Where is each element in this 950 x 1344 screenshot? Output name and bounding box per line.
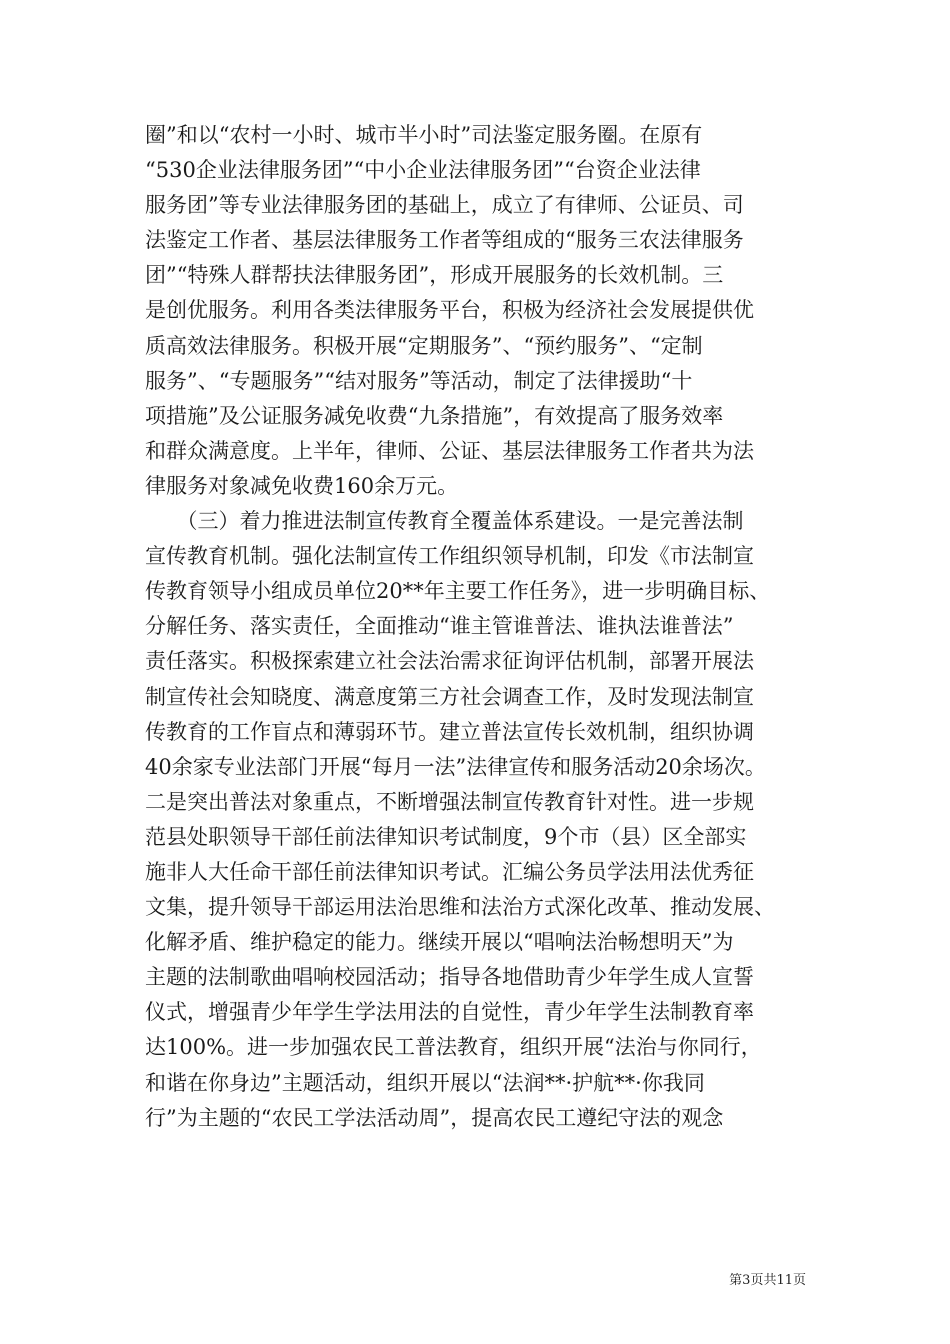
text-line: 二是突出普法对象重点，不断增强法制宣传教育针对性。进一步规 [145, 789, 754, 814]
text-line: 质高效法律服务。积极开展“定期服务”、“预约服务”、“定制 [145, 333, 703, 358]
text-line: 40余家专业法部门开展“每月一法”法律宣传和服务活动20余场次。 [145, 754, 766, 779]
text-line: 主题的法制歌曲唱响校园活动；指导各地借助青少年学生成人宣誓 [145, 965, 754, 990]
text-line: 和群众满意度。上半年，律师、公证、基层法律服务工作者共为法 [145, 438, 754, 463]
text-line: 制宣传社会知晓度、满意度第三方社会调查工作，及时发现法制宣 [145, 684, 754, 709]
text-line: 和谐在你身边”主题活动，组织开展以“法润**·护航**·你我同 [145, 1070, 705, 1095]
text-line: 化解矛盾、维护稳定的能力。继续开展以“唱响法治畅想明天”为 [145, 930, 734, 955]
paragraph-start-line: （三）着力推进法制宣传教育全覆盖体系建设。一是完善法制 [145, 509, 744, 534]
text-line: 圈”和以“农村一小时、城市半小时”司法鉴定服务圈。在原有 [145, 123, 703, 147]
text-line: 责任落实。积极探索建立社会法治需求征询评估机制，部署开展法 [145, 649, 754, 674]
text-line: 行”为主题的“农民工学法活动周”，提高农民工遵纪守法的观念 [145, 1105, 724, 1130]
page-number-footer: 第3页共11页 [729, 1273, 806, 1288]
text-line: 文集，提升领导干部运用法治思维和法治方式深化改革、推动发展、 [145, 895, 775, 920]
text-line: 服务”、“专题服务”“结对服务”等活动，制定了法律援助“十 [145, 368, 693, 393]
text-line: 分解任务、落实责任，全面推动“谁主管谁普法、谁执法谁普法” [145, 614, 734, 639]
body-text [145, 118, 805, 1136]
text-line: 服务团”等专业法律服务团的基础上，成立了有律师、公证员、司 [145, 193, 744, 218]
text-line: 宣传教育机制。强化法制宣传工作组织领导机制，印发《市法制宣 [145, 544, 754, 569]
text-line: 法鉴定工作者、基层法律服务工作者等组成的“服务三农法律服务 [145, 228, 744, 253]
text-line: 范县处职领导干部任前法律知识考试制度，9个市（县）区全部实 [145, 824, 747, 849]
text-line: 传教育的工作盲点和薄弱环节。建立普法宣传长效机制，组织协调 [145, 719, 754, 744]
text-line: 仪式，增强青少年学生学法用法的自觉性，青少年学生法制教育率 [145, 1000, 754, 1025]
text-line: 律服务对象减免收费160余万元。 [145, 473, 459, 498]
text-line: 达100%。进一步加强农民工普法教育，组织开展“法治与你同行， [145, 1035, 762, 1060]
text-line: 项措施”及公证服务减免收费“九条措施”，有效提高了服务效率 [145, 403, 724, 428]
text-line: 传教育领导小组成员单位20**年主要工作任务》，进一步明确目标、 [145, 579, 771, 604]
text-line: 施非人大任命干部任前法律知识考试。汇编公务员学法用法优秀征 [145, 859, 754, 884]
text-line: 团”“特殊人群帮扶法律服务团”，形成开展服务的长效机制。三 [145, 263, 724, 288]
text-line: “530企业法律服务团”“中小企业法律服务团”“台资企业法律 [145, 158, 701, 183]
text-line: 是创优服务。利用各类法律服务平台，积极为经济社会发展提供优 [145, 298, 754, 323]
